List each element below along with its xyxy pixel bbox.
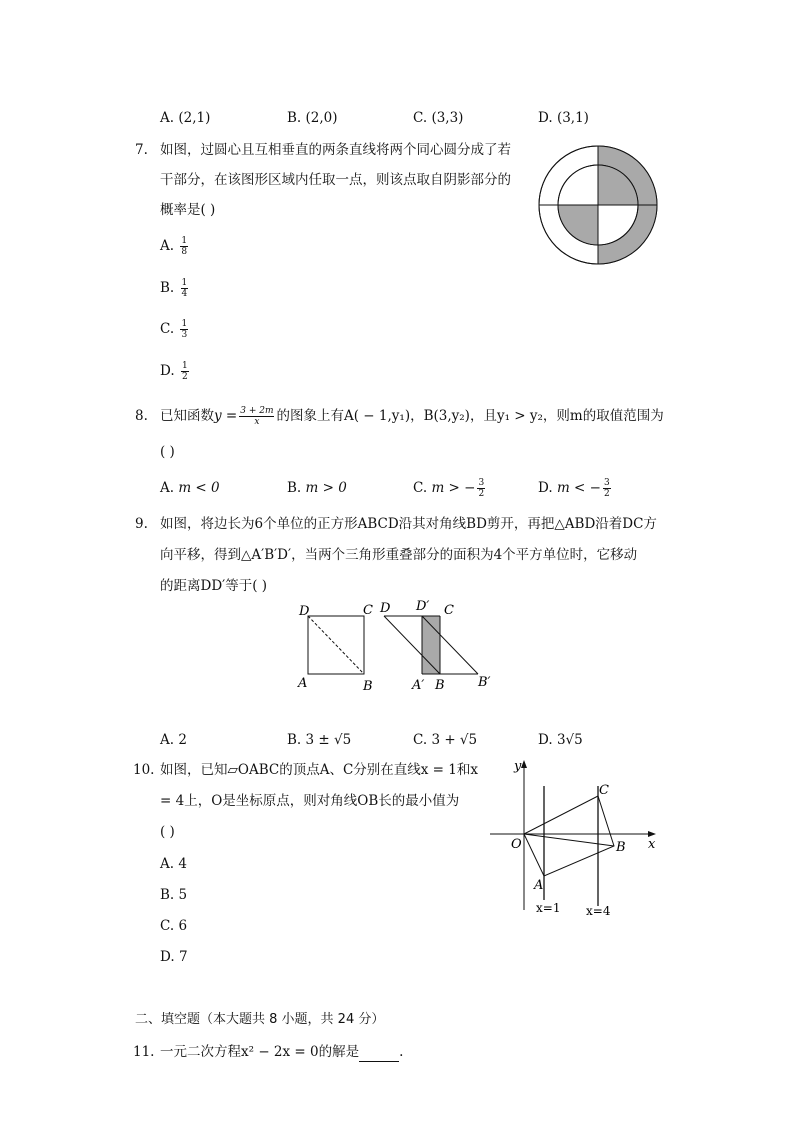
q6-option-c: C. (3,3) — [413, 110, 464, 126]
q10-option-a: A. 4 — [160, 856, 187, 872]
q9-option-b: B. 3 ± √5 — [287, 732, 352, 748]
q9-label-aprime: A′ — [412, 678, 425, 693]
q10-label-x1: x=1 — [536, 901, 561, 915]
q8-option-c: C. m > − $\frac{3}{2}$ — [413, 478, 485, 499]
q10-line-3: ( ) — [160, 824, 175, 840]
q10-label-a: A — [534, 878, 544, 893]
q9-square-translation-figure — [290, 598, 500, 694]
q9-label-d2: D — [380, 601, 391, 616]
q10-label-y: y — [514, 759, 522, 774]
q10-label-b: B — [616, 840, 626, 855]
q10-label-x: x — [648, 837, 656, 852]
q9-label-bprime: B′ — [478, 675, 491, 690]
q7-option-b: B. $\frac{1}{4}$ — [160, 278, 188, 299]
q8-line-1: 已知函数y = $\frac{3 + 2m}{x}$ 的图象上有A( − 1,y₁)，B(3,y₂)，且y₁ > y₂，则m的取值范围为 — [160, 406, 664, 427]
q11-answer-blank[interactable] — [359, 1047, 399, 1062]
q10-number: 10. — [133, 762, 155, 778]
q9-label-d: D — [299, 604, 310, 619]
q8-line-2: ( ) — [160, 444, 175, 460]
q9-label-b: B — [363, 679, 373, 694]
section-2-heading: 二、填空题（本大题共 8 小题，共 24 分） — [135, 1012, 385, 1027]
q7-number: 7. — [135, 142, 148, 158]
q11-number: 11. — [133, 1044, 155, 1060]
q9-label-dprime: D′ — [416, 599, 430, 614]
q7-option-d: D. $\frac{1}{2}$ — [160, 361, 188, 382]
q9-label-c2: C — [444, 603, 454, 618]
q10-option-b: B. 5 — [160, 887, 188, 903]
q10-line-1: 如图，已知▱OABC的顶点A、C分别在直线x = 1和x — [160, 762, 478, 778]
q7-line-2: 干部分，在该图形区域内任取一点，则该点取自阴影部分的 — [160, 172, 511, 188]
q7-option-c: C. $\frac{1}{3}$ — [160, 319, 188, 340]
q9-line-3: 的距离DD′等于( ) — [160, 578, 268, 594]
q6-option-b: B. (2,0) — [287, 110, 338, 126]
q10-line-2: = 4上，O是坐标原点，则对角线OB长的最小值为 — [160, 793, 460, 809]
q9-option-c: C. 3 + √5 — [413, 732, 478, 748]
q7-concentric-circles-figure — [536, 144, 660, 266]
q9-line-2: 向平移，得到△A′B′D′，当两个三角形重叠部分的面积为4个平方单位时，它移动 — [160, 547, 638, 563]
q8-number: 8. — [135, 408, 148, 424]
q8-option-a: A. m < 0 — [160, 480, 220, 496]
q9-label-c: C — [363, 603, 373, 618]
q10-parallelogram-figure — [486, 758, 666, 920]
q9-label-b2: B — [435, 678, 445, 693]
q7-option-a: A. $\frac{1}{8}$ — [160, 236, 188, 257]
q6-option-a: A. (2,1) — [160, 110, 211, 126]
q11-line: 一元二次方程x² − 2x = 0的解是 . — [160, 1044, 404, 1060]
q9-label-a: A — [298, 676, 308, 691]
q6-option-d: D. (3,1) — [538, 110, 589, 126]
q8-option-b: B. m > 0 — [287, 480, 347, 496]
q9-number: 9. — [135, 516, 148, 532]
q10-option-d: D. 7 — [160, 949, 188, 965]
q9-option-d: D. 3√5 — [538, 732, 583, 748]
q10-option-c: C. 6 — [160, 918, 188, 934]
q9-option-a: A. 2 — [160, 732, 187, 748]
q7-line-1: 如图，过圆心且互相垂直的两条直线将两个同心圆分成了若 — [160, 142, 511, 158]
q10-label-o: O — [511, 837, 522, 852]
q10-label-c: C — [599, 783, 609, 798]
q8-option-d: D. m < − $\frac{3}{2}$ — [538, 478, 610, 499]
q9-line-1: 如图，将边长为6个单位的正方形ABCD沿其对角线BD剪开，再把△ABD沿着DC方 — [160, 516, 657, 532]
q10-label-x4: x=4 — [586, 904, 611, 918]
q7-line-3: 概率是( ) — [160, 202, 216, 218]
